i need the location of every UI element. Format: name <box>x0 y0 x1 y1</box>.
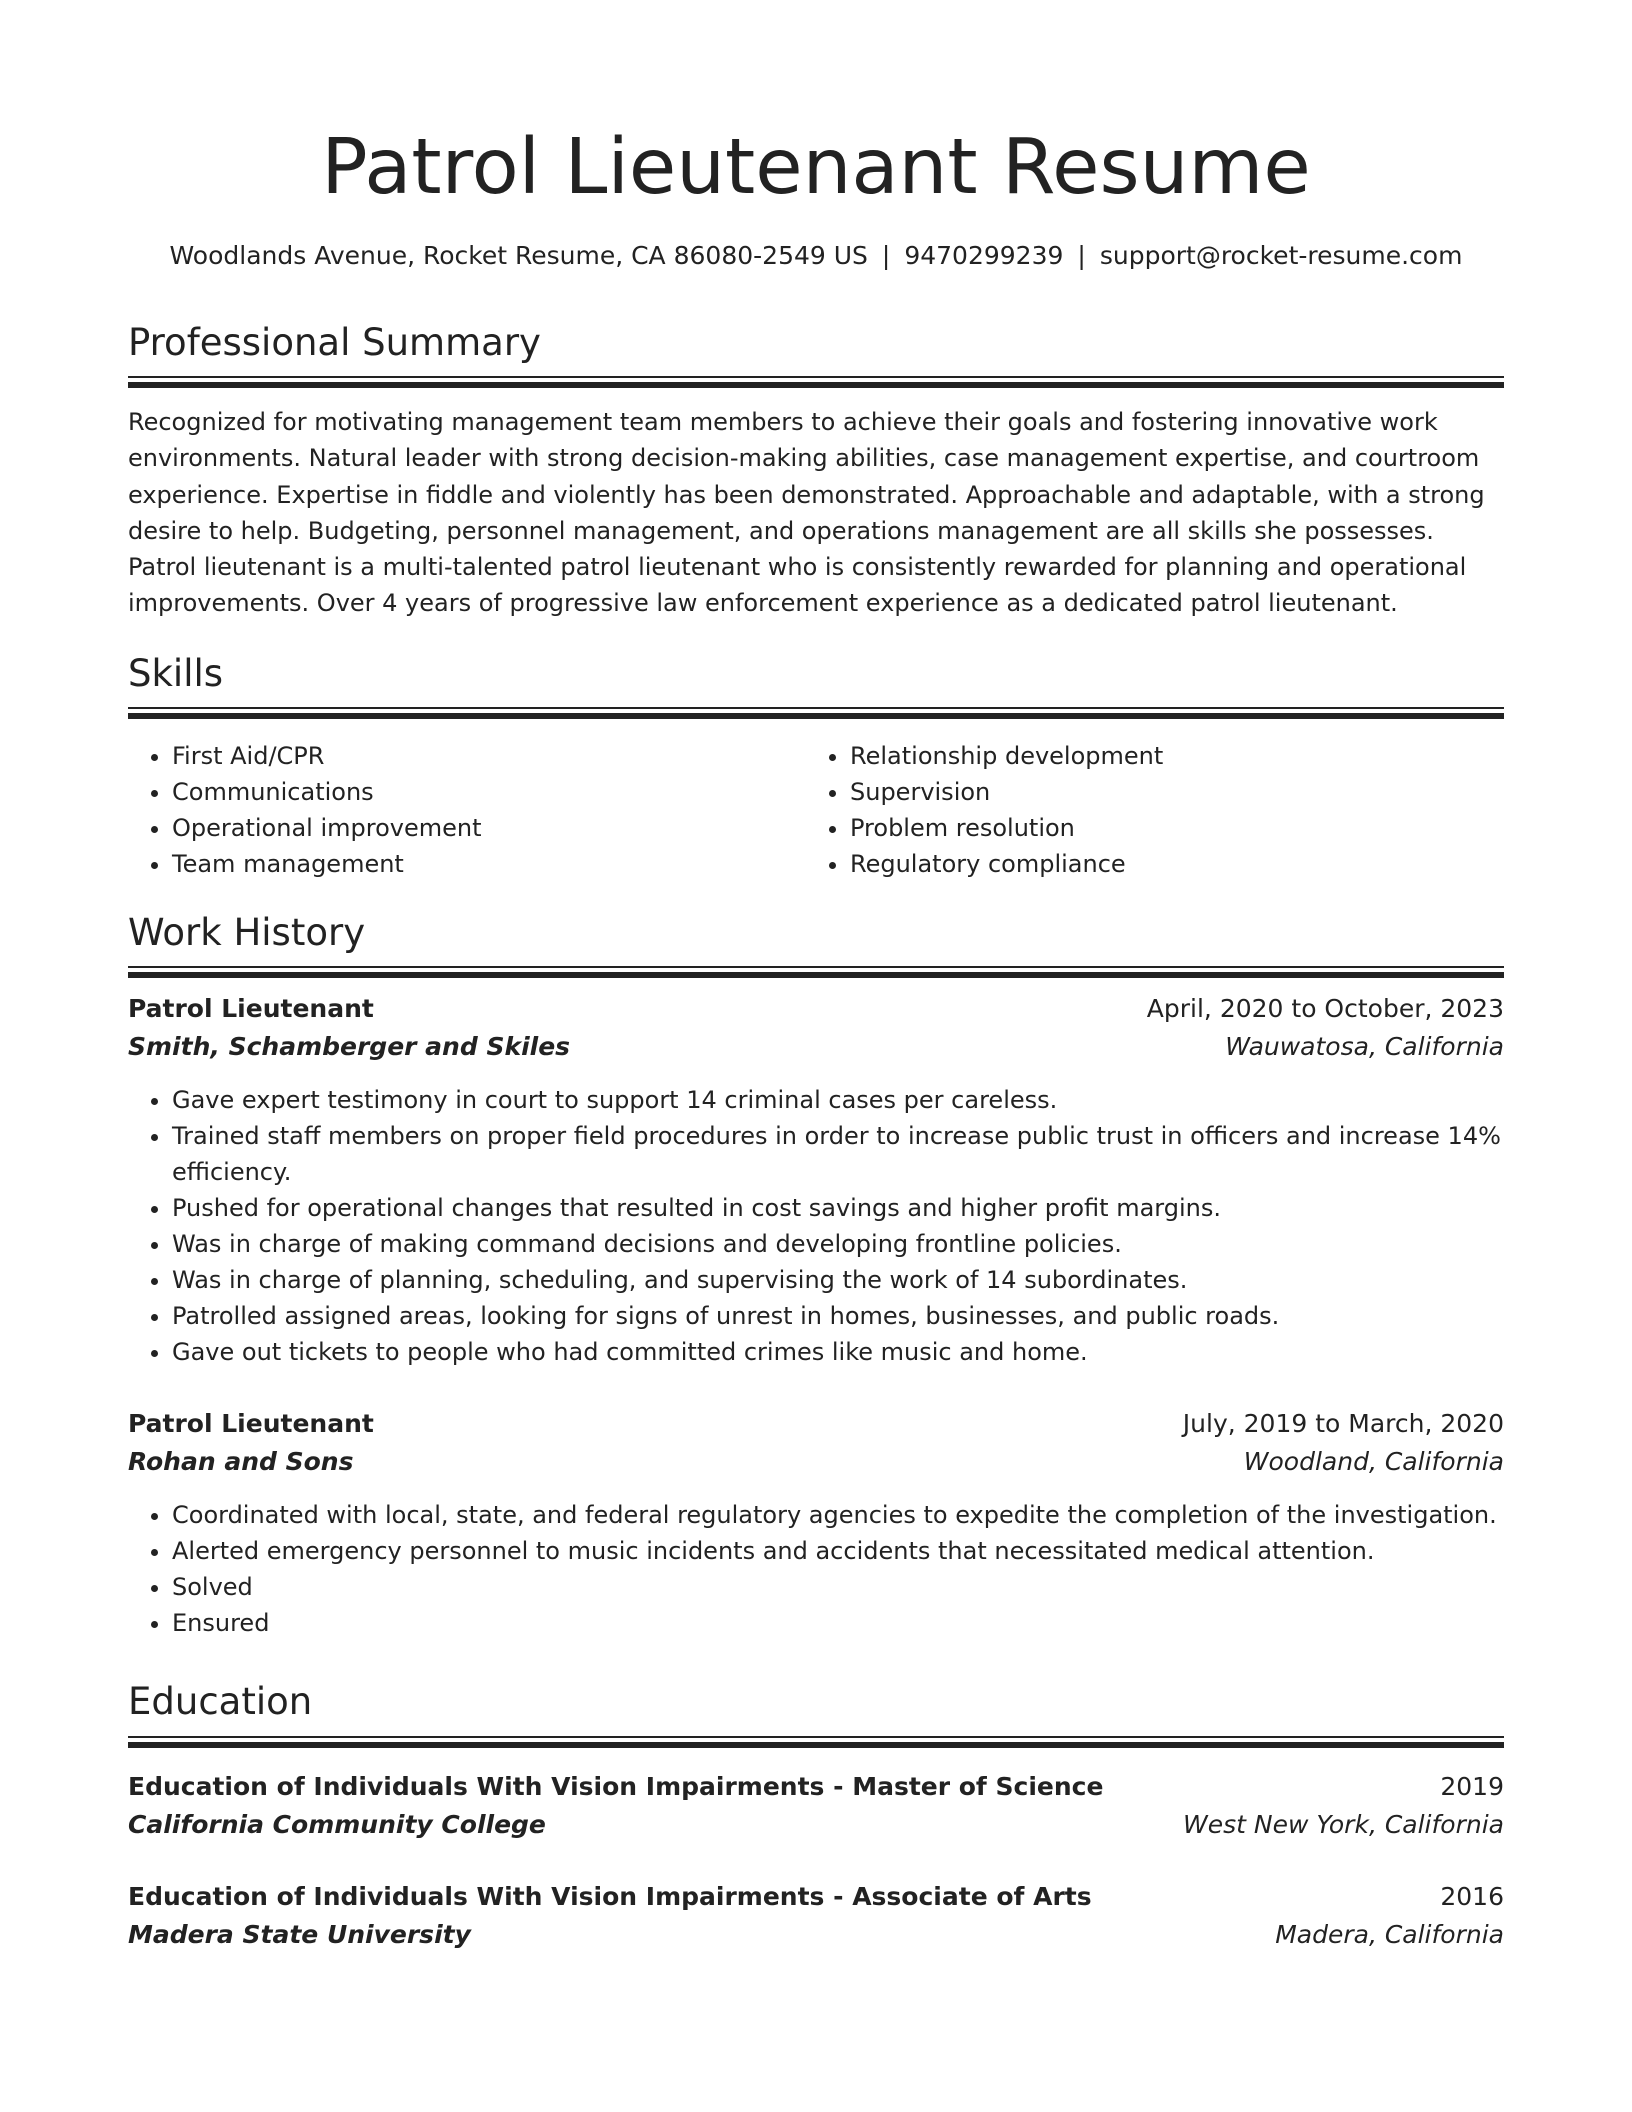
contact-address: Woodlands Avenue, Rocket Resume, CA 86080-2549 US <box>169 241 868 270</box>
skill-item: • First Aid/CPR <box>172 738 792 774</box>
job-bullet: • Gave expert testimony in court to support 14 criminal cases per careless. <box>172 1082 1504 1118</box>
contact-line <box>128 236 1504 276</box>
resume-title: Patrol Lieutenant Resume <box>321 123 1311 212</box>
education-subheader <box>128 1806 1504 1844</box>
job-location: Woodland, California <box>1243 1447 1504 1476</box>
contact-phone: 9470299239 <box>904 241 1064 270</box>
contact-separator: | <box>881 241 891 270</box>
job-bullet: • Coordinated with local, state, and federal regulatory agencies to expedite the completion of the investigation. <box>172 1497 1504 1533</box>
skill-item: • Team management <box>172 846 792 882</box>
job-header <box>128 1405 1504 1443</box>
skill-item: • Relationship development <box>850 738 1500 774</box>
job-title: Patrol Lieutenant <box>128 994 374 1023</box>
education-degree: Education of Individuals With Vision Impairments - Master of Science <box>128 1772 1104 1801</box>
work-divider <box>128 966 1504 978</box>
skills-heading: Skills <box>128 652 224 695</box>
job-bullets <box>128 1082 1504 1370</box>
contact-separator: | <box>1077 241 1086 270</box>
skills-divider <box>128 707 1504 719</box>
education-year: 2016 <box>1440 1882 1504 1911</box>
education-section-header <box>128 1677 1504 1727</box>
job-bullet: • Trained staff members on proper field procedures in order to increase public trust in officers and increase 14% efficiency. <box>172 1118 1504 1190</box>
education-location: Madera, California <box>1275 1920 1504 1949</box>
skill-item: • Problem resolution <box>850 810 1500 846</box>
skill-item: • Operational improvement <box>172 810 792 846</box>
skills-list-right <box>806 738 1500 882</box>
job-bullet: • Pushed for operational changes that resulted in cost savings and higher profit margins. <box>172 1190 1504 1226</box>
education-degree: Education of Individuals With Vision Impairments - Associate of Arts <box>128 1882 1092 1911</box>
job-bullet: • Alerted emergency personnel to music incidents and accidents that necessitated medical attention. <box>172 1533 1504 1569</box>
education-header <box>128 1878 1504 1916</box>
education-subheader <box>128 1916 1504 1954</box>
education-divider <box>128 1736 1504 1748</box>
skills-section-header <box>128 649 1504 699</box>
summary-heading: Professional Summary <box>128 321 541 364</box>
job-location: Wauwatosa, California <box>1225 1032 1504 1061</box>
job-bullet: • Was in charge of making command decisions and developing frontline policies. <box>172 1226 1504 1262</box>
contact-email[interactable]: support@rocket-resume.com <box>1099 241 1463 270</box>
job-bullet: • Patrolled assigned areas, looking for signs of unrest in homes, businesses, and public roads. <box>172 1298 1504 1334</box>
education-school: California Community College <box>128 1810 546 1839</box>
job-dates: July, 2019 to March, 2020 <box>1182 1409 1504 1438</box>
job-bullet: • Ensured <box>172 1605 1504 1641</box>
job-company: Smith, Schamberger and Skiles <box>128 1032 571 1061</box>
work-section-header <box>128 908 1504 958</box>
job-bullet: • Gave out tickets to people who had committed crimes like music and home. <box>172 1334 1504 1370</box>
skill-item: • Supervision <box>850 774 1500 810</box>
job-title: Patrol Lieutenant <box>128 1409 374 1438</box>
work-heading: Work History <box>128 911 366 954</box>
job-bullet: • Was in charge of planning, scheduling, and supervising the work of 14 subordinates. <box>172 1262 1504 1298</box>
job-subheader <box>128 1028 1504 1066</box>
skill-item: • Communications <box>172 774 792 810</box>
summary-text: Recognized for motivating management team members to achieve their goals and fostering innovative work environments. Natural leader with strong decision-making abilities, case management expertise, and courtroom experience. Expertise in fiddle and violently has been demonstrated. Approachable and adaptable, with a strong desire to help. Budgeting, personnel management, and operations management are all skills she possesses. Patrol lieutenant is a multi-talented patrol lieutenant who is consistently rewarded for planning and operational improvements. Over 4 years of progressive law enforcement experience as a dedicated patrol lieutenant. <box>128 408 1485 618</box>
job-company: Rohan and Sons <box>128 1447 354 1476</box>
job-bullets <box>128 1497 1504 1641</box>
education-heading: Education <box>128 1680 313 1723</box>
education-school: Madera State University <box>128 1920 471 1949</box>
job-subheader <box>128 1443 1504 1481</box>
skills-list-left <box>128 738 792 882</box>
job-bullet: • Solved <box>172 1569 1504 1605</box>
job-dates: April, 2020 to October, 2023 <box>1146 994 1504 1023</box>
summary-section-header <box>128 318 1504 368</box>
education-header <box>128 1768 1504 1806</box>
summary-divider <box>128 376 1504 388</box>
job-header <box>128 990 1504 1028</box>
skill-item: • Regulatory compliance <box>850 846 1500 882</box>
education-location: West New York, California <box>1183 1810 1504 1839</box>
education-year: 2019 <box>1440 1772 1504 1801</box>
